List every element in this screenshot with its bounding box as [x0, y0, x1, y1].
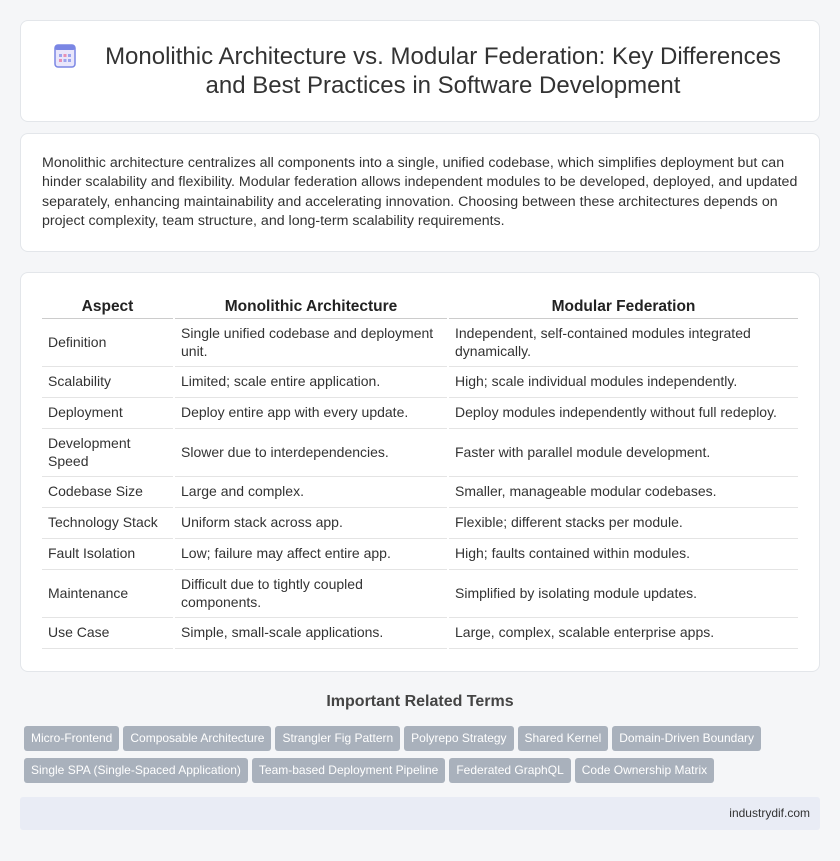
- comparison-table-card: [20, 272, 820, 672]
- header-modular: Modular Federation: [448, 295, 798, 319]
- related-terms-title: Important Related Terms: [326, 693, 514, 710]
- cell-monolithic: Difficult due to tightly coupled components.: [174, 570, 448, 618]
- cell-monolithic: Limited; scale entire application.: [174, 367, 448, 398]
- cell-monolithic: Large and complex.: [174, 477, 448, 508]
- comparison-table: [42, 295, 798, 649]
- cell-modular: Flexible; different stacks per module.: [448, 508, 798, 539]
- tag-strangler-fig-pattern[interactable]: Strangler Fig Pattern: [275, 726, 400, 751]
- header-card: [20, 20, 820, 122]
- page-title: Monolithic Architecture vs. Modular Federation: Key Differences and Best Practices in Software Development: [105, 43, 781, 99]
- table-row: [42, 618, 798, 649]
- cell-modular: High; faults contained within modules.: [448, 539, 798, 570]
- cell-aspect: Fault Isolation: [42, 539, 174, 570]
- cell-modular: Independent, self-contained modules integrated dynamically.: [448, 319, 798, 367]
- footer-site-link[interactable]: industrydif.com: [729, 806, 810, 820]
- cell-aspect: Use Case: [42, 618, 174, 649]
- cell-modular: High; scale individual modules independently.: [448, 367, 798, 398]
- tag-composable-architecture[interactable]: Composable Architecture: [123, 726, 271, 751]
- tag-micro-frontend[interactable]: Micro-Frontend: [24, 726, 119, 751]
- tag-domain-driven-boundary[interactable]: Domain-Driven Boundary: [612, 726, 761, 751]
- cell-modular: Large, complex, scalable enterprise apps.: [448, 618, 798, 649]
- table-row: [42, 539, 798, 570]
- table-row: [42, 570, 798, 618]
- tag-federated-graphql[interactable]: Federated GraphQL: [449, 758, 570, 783]
- tag-code-ownership-matrix[interactable]: Code Ownership Matrix: [575, 758, 714, 783]
- cell-monolithic: Slower due to interdependencies.: [174, 429, 448, 477]
- cell-monolithic: Uniform stack across app.: [174, 508, 448, 539]
- cell-aspect: Definition: [42, 319, 174, 367]
- cell-aspect: Codebase Size: [42, 477, 174, 508]
- table-row: [42, 508, 798, 539]
- tag-single-spa[interactable]: Single SPA (Single-Spaced Application): [24, 758, 248, 783]
- cell-modular: Deploy modules independently without full redeploy.: [448, 398, 798, 429]
- intro-paragraph: Monolithic architecture centralizes all components into a single, unified codebase, which simplifies deployment but can hinder scalability and flexibility. Modular federation allows independent modules to be developed, deployed, and updated separately, enhancing maintainability and accelerating innovation. Choosing between these architectures depends on project complexity, team structure, and long-term scalability requirements.: [42, 155, 798, 230]
- table-row: [42, 367, 798, 398]
- footer: [20, 797, 820, 830]
- cell-modular: Smaller, manageable modular codebases.: [448, 477, 798, 508]
- table-row: [42, 319, 798, 367]
- table-row: [42, 398, 798, 429]
- document-icon: [52, 43, 78, 69]
- cell-modular: Simplified by isolating module updates.: [448, 570, 798, 618]
- tag-team-based-deployment-pipeline[interactable]: Team-based Deployment Pipeline: [252, 758, 445, 783]
- tag-shared-kernel[interactable]: Shared Kernel: [518, 726, 609, 751]
- cell-aspect: Deployment: [42, 398, 174, 429]
- cell-aspect: Development Speed: [42, 429, 174, 477]
- cell-monolithic: Single unified codebase and deployment unit.: [174, 319, 448, 367]
- cell-aspect: Technology Stack: [42, 508, 174, 539]
- cell-aspect: Scalability: [42, 367, 174, 398]
- cell-monolithic: Deploy entire app with every update.: [174, 398, 448, 429]
- table-row: [42, 477, 798, 508]
- related-terms-tags: [24, 726, 814, 790]
- header-monolithic: Monolithic Architecture: [174, 295, 448, 319]
- cell-aspect: Maintenance: [42, 570, 174, 618]
- cell-monolithic: Low; failure may affect entire app.: [174, 539, 448, 570]
- cell-modular: Faster with parallel module development.: [448, 429, 798, 477]
- table-header-row: [42, 295, 798, 319]
- header-aspect: Aspect: [42, 295, 174, 319]
- table-row: [42, 429, 798, 477]
- intro-card: [20, 133, 820, 252]
- tag-polyrepo-strategy[interactable]: Polyrepo Strategy: [404, 726, 513, 751]
- cell-monolithic: Simple, small-scale applications.: [174, 618, 448, 649]
